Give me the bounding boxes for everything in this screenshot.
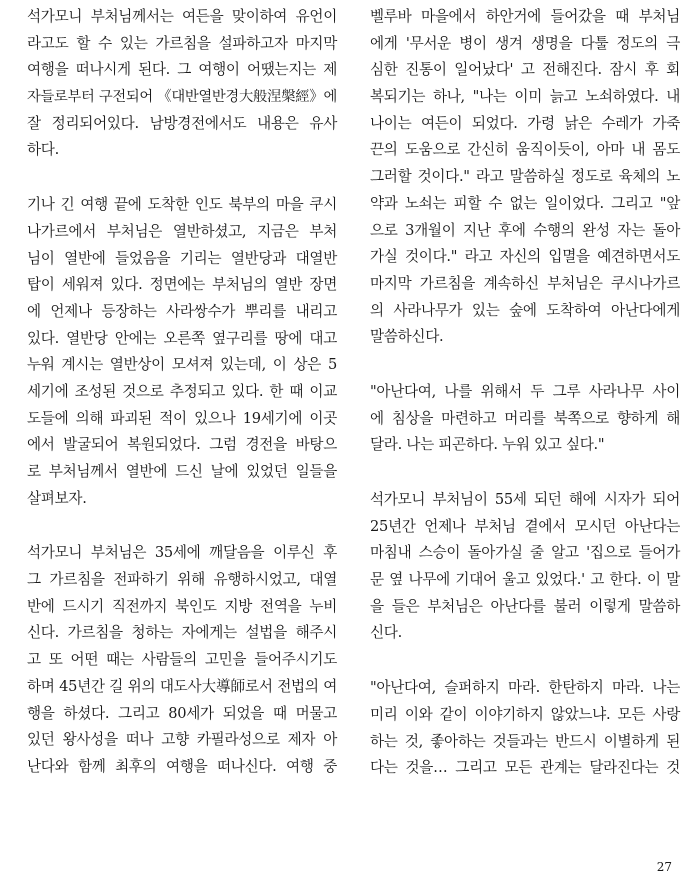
text-line: 문 옆 나무에 기대어 울고 있었다.' 고 한다. 이 말 bbox=[370, 571, 680, 589]
paragraph bbox=[370, 4, 680, 351]
paragraph bbox=[27, 540, 337, 780]
text-line: 탑이 세워져 있다. 정면에는 부처님의 열반 장면 bbox=[27, 276, 337, 294]
paragraph bbox=[27, 192, 337, 512]
text-line: 을 들은 부처님은 아난다를 불러 이렇게 말씀하 bbox=[370, 597, 680, 615]
text-line: 라고도 할 수 있는 가르침을 설파하고자 마지막 bbox=[27, 34, 337, 52]
text-line: 세기에 조성된 것으로 추정되고 있다. 한 때 이교 bbox=[27, 382, 337, 400]
text-line: 기나 긴 여행 끝에 도착한 인도 북부의 마을 쿠시 bbox=[27, 196, 337, 214]
text-line: "아난다여, 나를 위해서 두 그루 사라나무 사이 bbox=[370, 382, 680, 400]
paragraph bbox=[370, 379, 680, 459]
text-line: 심한 진통이 일어났다' 고 전해진다. 잠시 후 회 bbox=[370, 61, 680, 79]
text-line: 말씀하신다. bbox=[370, 328, 444, 346]
text-line: 있다. 열반당 안에는 오른쪽 옆구리를 땅에 대고 bbox=[27, 329, 337, 347]
text-line: 잘 정리되어있다. 남방경전에서도 내용은 유사 bbox=[27, 114, 337, 132]
text-line: 에게 '무서운 병이 생겨 생명을 다툴 정도의 극 bbox=[370, 34, 680, 52]
text-line: 석가모니 부처님께서는 여든을 맞이하여 유언이 bbox=[27, 8, 337, 25]
text-line: 있던 왕사성을 떠나 고향 카필라성으로 제자 아 bbox=[27, 731, 337, 749]
text-line: 에 침상을 마련하고 머리를 북쪽으로 향하게 해 bbox=[370, 409, 680, 427]
text-line: 나이는 여든이 되었다. 가령 낡은 수레가 가죽 bbox=[370, 114, 680, 132]
text-line: 살펴보자. bbox=[27, 489, 87, 507]
text-line: 에서 발굴되어 복원되었다. 그럼 경전을 바탕으 bbox=[27, 436, 337, 454]
text-line: 다는 것을… 그리고 모든 관계는 달라진다는 것 bbox=[370, 759, 680, 777]
text-line: 그러할 것이다." 라고 말씀하실 정도로 육체의 노 bbox=[370, 168, 680, 186]
text-line: 행을 하셨다. 그리고 80세가 되었을 때 머물고 bbox=[27, 704, 337, 722]
text-line: 난다와 함께 최후의 여행을 떠나신다. 여행 중 bbox=[27, 757, 337, 775]
text-line: 신다. bbox=[370, 624, 402, 642]
text-line: 가실 것이다." 라고 자신의 입멸을 예견하면서도 bbox=[370, 248, 680, 266]
text-line: 로 부처님께서 열반에 드신 날에 있었던 일들을 bbox=[27, 463, 337, 480]
paragraph bbox=[370, 675, 680, 782]
text-line: 미리 이와 같이 이야기하지 않았느냐. 모든 사랑 bbox=[370, 705, 680, 723]
text-line: 에 언제나 등장하는 사라쌍수가 뿌리를 내리고 bbox=[27, 302, 337, 320]
text-line: 복되기는 하나, "나는 이미 늙고 노쇠하였다. 내 bbox=[370, 88, 680, 106]
text-line: 끈의 도움으로 간신히 움직이듯이, 아마 내 몸도 bbox=[370, 141, 680, 159]
text-line: 도들에 의해 파괴된 적이 있으나 19세기에 이곳 bbox=[27, 409, 337, 427]
left-text-column bbox=[27, 4, 337, 809]
text-line: 달라. 나는 피곤하다. 누워 있고 싶다." bbox=[370, 436, 605, 454]
text-line: 반에 드시기 직전까지 북인도 지방 전역을 누비 bbox=[27, 597, 337, 615]
text-line: 하다. bbox=[27, 141, 59, 159]
text-line: 으로 3개월이 지난 후에 수행의 완성 자는 돌아 bbox=[370, 221, 680, 239]
text-line: 누워 계시는 열반상이 모셔져 있는데, 이 상은 5 bbox=[27, 356, 337, 374]
text-line: 마침내 스승이 돌아가실 줄 알고 '집으로 들어가 bbox=[370, 544, 680, 562]
page-number: 27 bbox=[656, 860, 672, 874]
text-line: 하는 것, 좋아하는 것들과는 반드시 이별하게 된 bbox=[370, 732, 680, 750]
text-line: 의 사라나무가 있는 숲에 도착하여 아난다에게 bbox=[370, 301, 680, 319]
text-line: 25년간 언제나 부처님 곁에서 모시던 아난다는 bbox=[370, 517, 680, 535]
text-line: "아난다여, 슬퍼하지 마라. 한탄하지 마라. 나는 bbox=[370, 679, 680, 697]
text-line: 고 또 어떤 때는 사람들의 고민을 들어주시기도 bbox=[27, 651, 337, 669]
text-line: 벨루바 마을에서 하안거에 들어갔을 때 부처님 bbox=[370, 8, 680, 25]
text-line: 석가모니 부처님은 35세에 깨달음을 이루신 후 bbox=[27, 544, 337, 562]
text-line: 석가모니 부처님이 55세 되던 해에 시자가 되어 bbox=[370, 491, 680, 508]
text-line: 나가르에서 부처님은 열반하셨고, 지금은 부처 bbox=[27, 222, 337, 240]
text-line: 님이 열반에 들었음을 기리는 열반당과 대열반 bbox=[27, 249, 337, 267]
paragraph bbox=[27, 4, 337, 164]
text-line: 하며 45년간 길 위의 대도사大導師로서 전법의 여 bbox=[27, 677, 337, 695]
text-line: 그 가르침을 전파하기 위해 유행하시었고, 대열 bbox=[27, 571, 337, 589]
text-line: 자들로부터 구전되어 《대반열반경大般涅槃經》에 bbox=[27, 89, 337, 106]
paragraph bbox=[370, 487, 680, 647]
text-line: 마지막 가르침을 계속하신 부처님은 쿠시나가르 bbox=[370, 274, 680, 292]
text-line: 약과 노쇠는 피할 수 없는 일이었다. 그리고 "앞 bbox=[370, 194, 680, 212]
text-line: 신다. 가르침을 청하는 자에게는 설법을 해주시 bbox=[27, 624, 337, 642]
text-line: 여행을 떠나시게 된다. 그 여행이 어땠는지는 제 bbox=[27, 61, 337, 79]
right-text-column bbox=[370, 4, 680, 810]
